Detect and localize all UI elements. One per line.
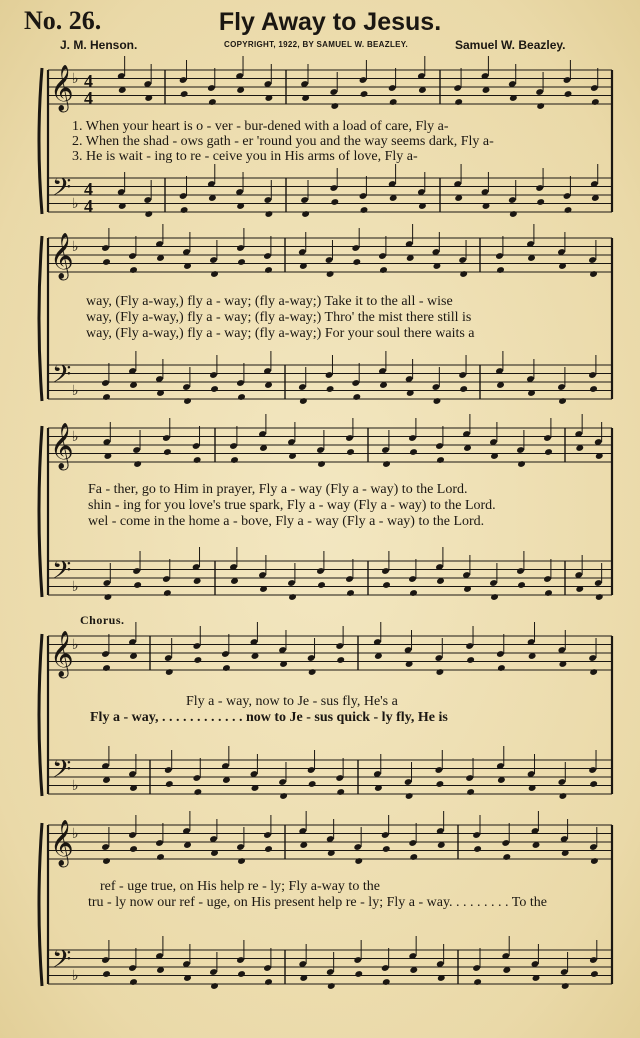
note-head bbox=[517, 581, 526, 589]
note-head bbox=[382, 978, 391, 986]
note-head bbox=[564, 90, 573, 98]
note-head bbox=[317, 581, 326, 589]
note-head bbox=[382, 845, 391, 853]
note-head bbox=[490, 593, 499, 601]
chorus-line1-upper: Fly a - way, now to Je - sus fly, He's a bbox=[186, 694, 398, 709]
note-head bbox=[193, 456, 202, 464]
note-head bbox=[459, 385, 468, 393]
note-head bbox=[589, 270, 598, 278]
note-head bbox=[163, 448, 172, 456]
note-head bbox=[336, 656, 345, 664]
time-signature: 4 bbox=[84, 88, 93, 108]
note-head bbox=[163, 589, 172, 597]
note-head bbox=[591, 98, 600, 106]
note-head bbox=[102, 664, 111, 672]
flat-icon: ♭ bbox=[72, 826, 79, 842]
note-head bbox=[590, 857, 599, 865]
note-head bbox=[165, 668, 174, 676]
note-head bbox=[509, 210, 518, 218]
note-head bbox=[308, 668, 317, 676]
note-head bbox=[354, 857, 363, 865]
flat-icon: ♭ bbox=[72, 239, 79, 255]
note-head bbox=[326, 270, 335, 278]
note-head bbox=[352, 258, 361, 266]
note-head bbox=[459, 270, 468, 278]
note-head bbox=[409, 853, 418, 861]
flat-icon: ♭ bbox=[72, 196, 79, 212]
note-head bbox=[144, 210, 153, 218]
note-head bbox=[466, 788, 475, 796]
note-head bbox=[360, 206, 369, 214]
note-head bbox=[346, 589, 355, 597]
note-head bbox=[210, 385, 219, 393]
verse1-line3: Fa - ther, go to Him in prayer, Fly a - way (Fly a - way) to the Lord. bbox=[88, 482, 468, 497]
note-head bbox=[436, 668, 445, 676]
note-head bbox=[102, 857, 111, 865]
hymn-number: No. 26. bbox=[24, 6, 102, 35]
verse3-line2: way, (Fly a-way,) fly a - way; (fly a-way;) For your soul there waits a bbox=[86, 326, 475, 341]
flat-icon: ♭ bbox=[72, 579, 79, 595]
flat-icon: ♭ bbox=[72, 71, 79, 87]
note-head bbox=[360, 90, 369, 98]
note-head bbox=[564, 206, 573, 214]
note-head bbox=[589, 780, 598, 788]
note-head bbox=[409, 448, 418, 456]
note-head bbox=[288, 593, 297, 601]
note-head bbox=[102, 393, 111, 401]
note-head bbox=[536, 102, 545, 110]
bass-clef-icon: 𝄢 bbox=[52, 360, 72, 395]
system-brace bbox=[39, 236, 42, 401]
note-head bbox=[180, 206, 189, 214]
chorus-line1-lower: Fly a - way, . . . . . . . . . . . . now to Je - sus quick - ly fly, He is bbox=[90, 710, 448, 725]
note-head bbox=[183, 397, 192, 405]
note-head bbox=[346, 448, 355, 456]
treble-clef-icon: 𝄞 bbox=[50, 631, 74, 677]
note-head bbox=[237, 857, 246, 865]
note-head bbox=[237, 258, 246, 266]
note-head bbox=[436, 456, 445, 464]
note-head bbox=[330, 102, 339, 110]
note-head bbox=[264, 845, 273, 853]
treble-clef-icon: 𝄞 bbox=[50, 233, 74, 279]
treble-clef-icon: 𝄞 bbox=[50, 423, 74, 469]
time-signature: 4 bbox=[84, 71, 93, 91]
note-head bbox=[264, 978, 273, 986]
flat-icon: ♭ bbox=[72, 637, 79, 653]
note-head bbox=[382, 460, 391, 468]
flat-icon: ♭ bbox=[72, 429, 79, 445]
note-head bbox=[330, 198, 339, 206]
note-head bbox=[129, 978, 138, 986]
note-head bbox=[210, 270, 219, 278]
note-head bbox=[180, 90, 189, 98]
note-head bbox=[473, 978, 482, 986]
lyricist: J. M. Henson. bbox=[60, 38, 138, 52]
note-head bbox=[405, 792, 414, 800]
note-head bbox=[544, 448, 553, 456]
verse2-line1: 2. When the shad - ows gath - er 'round you and the way seems dark, Fly a- bbox=[72, 134, 494, 149]
note-head bbox=[382, 581, 391, 589]
hymn-title: Fly Away to Jesus. bbox=[218, 8, 442, 36]
bass-clef-icon: 𝄢 bbox=[52, 556, 72, 591]
note-head bbox=[589, 385, 598, 393]
note-head bbox=[454, 98, 463, 106]
note-head bbox=[194, 788, 203, 796]
note-head bbox=[210, 982, 219, 990]
note-head bbox=[194, 656, 203, 664]
note-head bbox=[595, 593, 604, 601]
note-head bbox=[299, 397, 308, 405]
system-brace bbox=[39, 426, 42, 597]
composer: Samuel W. Beazley. bbox=[455, 38, 566, 52]
flat-icon: ♭ bbox=[72, 968, 79, 984]
verse2-line3: shin - ing for you love's true spark, Fly a - way (Fly a - way) to the Lord. bbox=[88, 498, 496, 513]
note-head bbox=[165, 780, 174, 788]
note-head bbox=[589, 668, 598, 676]
note-head bbox=[222, 664, 231, 672]
note-head bbox=[558, 397, 567, 405]
note-head bbox=[497, 664, 506, 672]
flat-icon: ♭ bbox=[72, 383, 79, 399]
time-signature: 4 bbox=[84, 196, 93, 216]
verse1-line1: 1. When your heart is o - ver - bur-dened with a load of care, Fly a- bbox=[72, 119, 449, 134]
note-head bbox=[301, 210, 310, 218]
system-brace bbox=[39, 68, 42, 214]
note-head bbox=[129, 845, 138, 853]
note-head bbox=[517, 460, 526, 468]
note-head bbox=[129, 266, 138, 274]
note-head bbox=[354, 970, 363, 978]
note-head bbox=[102, 970, 111, 978]
note-head bbox=[156, 853, 165, 861]
note-head bbox=[102, 258, 111, 266]
note-head bbox=[496, 266, 505, 274]
chorus-label: Chorus. bbox=[80, 613, 125, 627]
note-head bbox=[317, 460, 326, 468]
note-head bbox=[208, 98, 217, 106]
time-signature: 4 bbox=[84, 179, 93, 199]
note-head bbox=[436, 780, 445, 788]
verse3-line1: 3. He is wait - ing to re - ceive you in His arms of love, Fly a- bbox=[72, 149, 418, 164]
system-brace bbox=[39, 823, 42, 986]
note-head bbox=[409, 589, 418, 597]
note-head bbox=[104, 593, 113, 601]
note-head bbox=[279, 792, 288, 800]
note-head bbox=[502, 853, 511, 861]
note-head bbox=[230, 456, 239, 464]
treble-clef-icon: 𝄞 bbox=[50, 820, 74, 866]
note-head bbox=[327, 982, 336, 990]
bass-clef-icon: 𝄢 bbox=[52, 945, 72, 980]
note-head bbox=[561, 982, 570, 990]
treble-clef-icon: 𝄞 bbox=[50, 65, 74, 111]
note-head bbox=[590, 970, 599, 978]
note-head bbox=[336, 788, 345, 796]
note-head bbox=[133, 581, 142, 589]
note-head bbox=[308, 780, 317, 788]
copyright-notice: COPYRIGHT, 1922, BY SAMUEL W. BEAZLEY. bbox=[224, 40, 409, 49]
note-head bbox=[433, 397, 442, 405]
bass-clef-icon: 𝄢 bbox=[52, 173, 72, 208]
note-head bbox=[237, 970, 246, 978]
verse1-line2: way, (Fly a-way,) fly a - way; (fly a-way;) Take it to the all - wise bbox=[86, 294, 453, 309]
system-brace bbox=[39, 634, 42, 796]
bass-clef-icon: 𝄢 bbox=[52, 755, 72, 790]
note-head bbox=[352, 393, 361, 401]
note-head bbox=[473, 845, 482, 853]
note-head bbox=[264, 266, 273, 274]
note-head bbox=[379, 266, 388, 274]
note-head bbox=[389, 98, 398, 106]
note-head bbox=[133, 460, 142, 468]
chorus-line2-upper: ref - uge true, on His help re - ly; Fly a-way to the bbox=[100, 879, 380, 894]
verse2-line2: way, (Fly a-way,) fly a - way; (fly a-way;) Thro' the mist there still is bbox=[86, 310, 472, 325]
note-head bbox=[536, 198, 545, 206]
note-head bbox=[466, 656, 475, 664]
flat-icon: ♭ bbox=[72, 778, 79, 794]
note-head bbox=[544, 589, 553, 597]
verse3-line3: wel - come in the home a - bove, Fly a - way (Fly a - way) to the Lord. bbox=[88, 514, 485, 529]
note-head bbox=[559, 792, 568, 800]
note-head bbox=[326, 385, 335, 393]
chorus-line2-lower: tru - ly now our ref - uge, on His present help re - ly; Fly a - way. . . . . . . . . To the bbox=[88, 895, 547, 910]
note-head bbox=[265, 210, 274, 218]
note-head bbox=[237, 393, 246, 401]
